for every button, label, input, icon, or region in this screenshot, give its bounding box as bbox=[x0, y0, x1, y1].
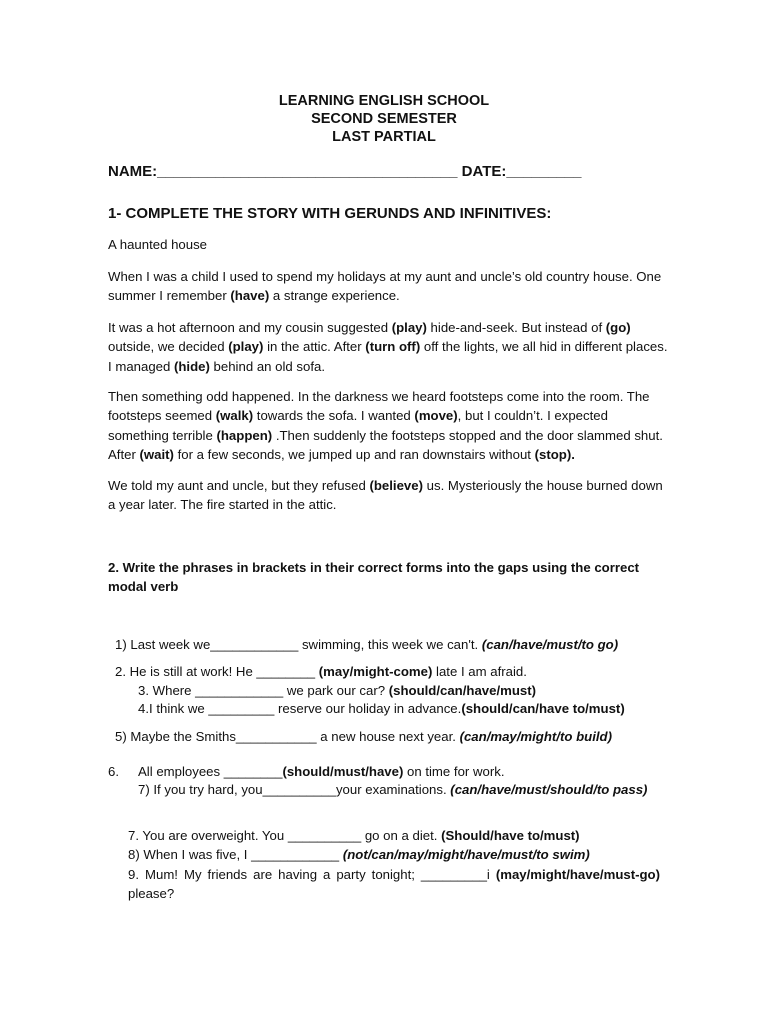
verb-prompt: (happen) bbox=[216, 427, 273, 443]
story-paragraph-2 bbox=[108, 318, 668, 376]
item-hint: (Should/have to/must) bbox=[441, 828, 580, 843]
exercise-item-7 bbox=[138, 780, 650, 799]
text: outside, we decided bbox=[108, 339, 229, 355]
item-text: late I am afraid. bbox=[432, 664, 527, 679]
exercise-item-4 bbox=[138, 699, 625, 718]
item-number: 6. bbox=[108, 764, 119, 779]
item-hint: (should/can/have/must) bbox=[388, 683, 537, 698]
name-label: NAME: bbox=[108, 163, 158, 180]
school-name: LEARNING ENGLISH SCHOOL bbox=[278, 93, 490, 109]
partial-label: LAST PARTIAL bbox=[332, 129, 436, 145]
item-text: 5) Maybe the Smiths___________ a new house next year. bbox=[115, 729, 460, 744]
verb-prompt: (move) bbox=[414, 408, 458, 424]
exercise-item-3 bbox=[138, 681, 536, 700]
exercise-item-2 bbox=[115, 662, 527, 681]
item-text: 3. Where ____________ we park our car? bbox=[138, 683, 389, 698]
verb-prompt: (walk) bbox=[215, 408, 254, 424]
date-blank: _________ bbox=[506, 163, 582, 180]
story-paragraph-4 bbox=[108, 476, 668, 515]
verb-prompt: (wait) bbox=[139, 447, 174, 463]
story-title: A haunted house bbox=[108, 237, 207, 252]
verb-prompt: (have) bbox=[230, 288, 270, 304]
exercise-item-9 bbox=[128, 865, 660, 903]
text: When I was a child I used to spend my holidays at my aunt and uncle’s old country house. One summer I remember bbox=[108, 269, 662, 304]
story-paragraph-1 bbox=[108, 267, 668, 306]
item-hint: (can/have/must/to go) bbox=[481, 637, 619, 652]
exercise-item-7b bbox=[128, 826, 580, 845]
verb-prompt: (believe) bbox=[369, 478, 423, 493]
verb-prompt: (hide) bbox=[173, 358, 210, 374]
text: hide-and-seek. But instead of bbox=[426, 320, 606, 335]
section2-title: 2. Write the phrases in brackets in their correct forms into the gaps using the correct modal verb bbox=[108, 560, 640, 594]
item-text: on time for work. bbox=[403, 764, 505, 779]
text: We told my aunt and uncle, but they refused bbox=[108, 478, 370, 493]
item-hint: (may/might/have/must-go) bbox=[495, 867, 660, 882]
exercise-item-6 bbox=[108, 762, 504, 781]
item-hint: (not/can/may/might/have/must/to swim) bbox=[342, 847, 590, 862]
item-text: 4.I think we _________ reserve our holiday in advance. bbox=[138, 701, 462, 716]
item-hint: (should/must/have) bbox=[282, 764, 404, 779]
verb-prompt: (go) bbox=[605, 320, 631, 335]
date-label: DATE: bbox=[461, 163, 507, 180]
text: towards the sofa. I wanted bbox=[253, 408, 415, 424]
name-date-line bbox=[108, 163, 581, 180]
item-text: 9. Mum! My friends are having a party tonight; _________i bbox=[128, 867, 496, 882]
text: us. Mysteriously the house burned down a year later. The fire started in the attic. bbox=[108, 478, 663, 513]
exercise-item-5 bbox=[115, 727, 612, 746]
verb-prompt: (play) bbox=[391, 320, 427, 335]
document-header bbox=[0, 92, 768, 146]
verb-prompt: (turn off) bbox=[365, 339, 421, 355]
text: in the attic. After bbox=[263, 339, 366, 355]
item-text: please? bbox=[128, 886, 175, 901]
item-hint: (may/might-come) bbox=[318, 664, 433, 679]
text: for a few seconds, we jumped up and ran downstairs without bbox=[173, 447, 535, 463]
item-text: 2. He is still at work! He ________ bbox=[115, 664, 319, 679]
text: , but I couldn’t. I expected something terrible bbox=[108, 408, 608, 443]
item-hint: (can/may/might/to build) bbox=[459, 729, 612, 744]
verb-prompt: (play) bbox=[228, 339, 264, 355]
text: Then something odd happened. In the darkness we heard footsteps come into the room. The footsteps seemed bbox=[108, 389, 650, 424]
item-text: 7. You are overweight. You __________ go on a diet. bbox=[128, 828, 442, 843]
exercise-item-8 bbox=[128, 845, 590, 864]
item-text: 1) Last week we____________ swimming, this week we can't. bbox=[115, 637, 482, 652]
item-hint: (should/can/have to/must) bbox=[461, 701, 625, 716]
item-text: All employees ________ bbox=[138, 764, 283, 779]
item-hint: (can/have/must/should/to pass) bbox=[450, 782, 648, 797]
text: It was a hot afternoon and my cousin suggested bbox=[108, 320, 392, 335]
verb-prompt: (stop). bbox=[534, 447, 575, 463]
exercise-item-1 bbox=[115, 635, 618, 654]
item-text: 8) When I was five, I ____________ bbox=[128, 847, 343, 862]
story-paragraph-3 bbox=[108, 387, 668, 465]
text: behind an old sofa. bbox=[209, 358, 326, 374]
item-text: 7) If you try hard, you__________your examinations. bbox=[138, 782, 451, 797]
name-blank: ____________________________________ bbox=[157, 163, 458, 180]
text: off the lights, we all hid in different places. I managed bbox=[108, 339, 668, 374]
text: .Then suddenly the footsteps stopped and the door slammed shut. After bbox=[108, 427, 663, 463]
section1-title: 1- COMPLETE THE STORY WITH GERUNDS AND INFINITIVES: bbox=[108, 205, 552, 222]
semester-label: SECOND SEMESTER bbox=[311, 111, 457, 127]
text: a strange experience. bbox=[269, 288, 400, 304]
